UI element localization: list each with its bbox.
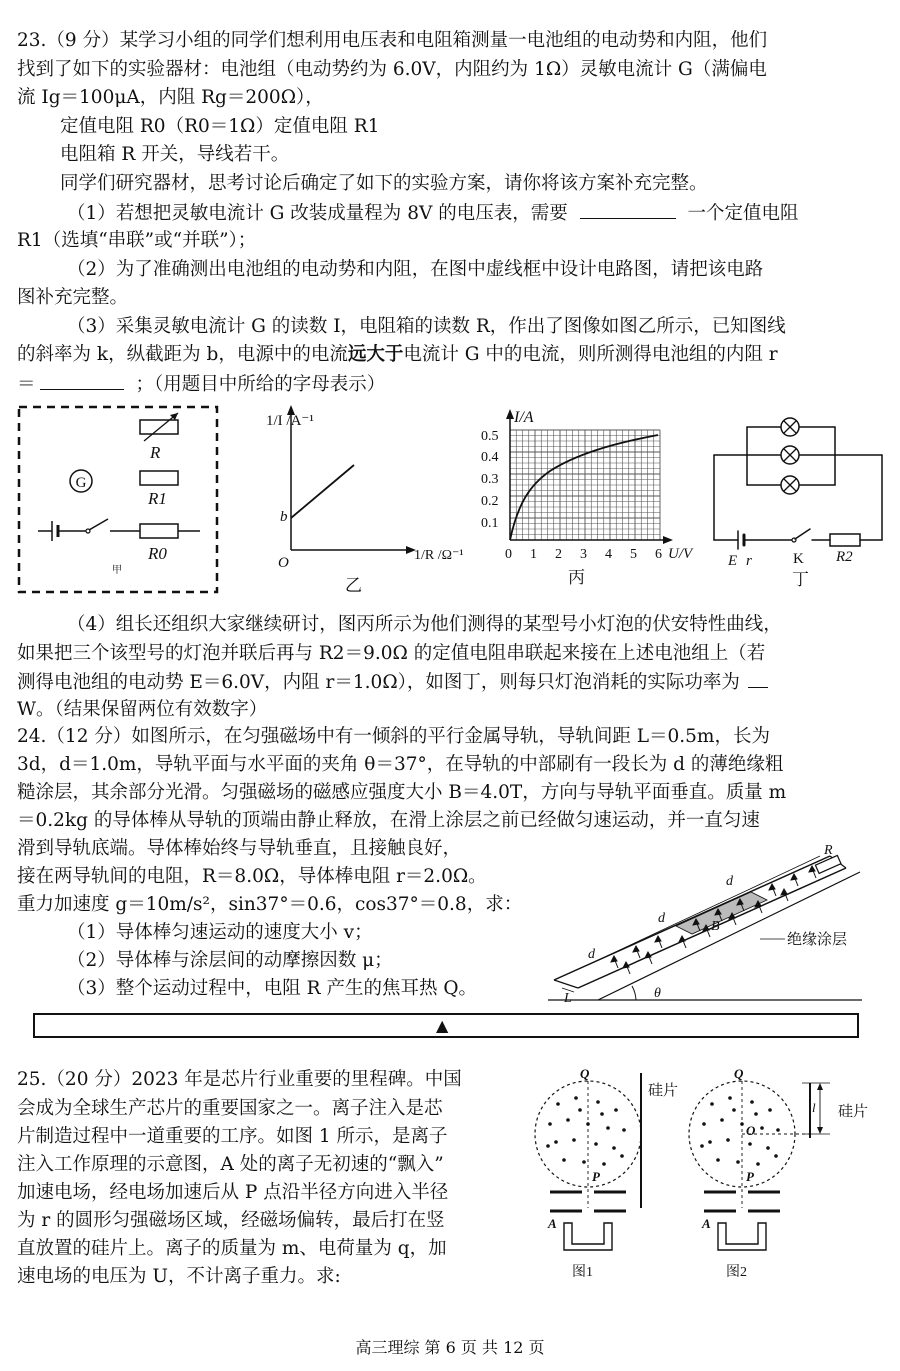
point-a-label: A xyxy=(702,1216,711,1231)
center-o-label: O xyxy=(746,1123,756,1138)
page-footer: 高三理综 第 6 页 共 12 页 xyxy=(355,1338,545,1357)
yi-origin-label: O xyxy=(278,555,289,571)
dimension-d-label: d xyxy=(726,874,733,889)
resistor-r1-label: R1 xyxy=(148,489,167,508)
q23-part1-cont: R1（选填“串联”或“并联”）； xyxy=(17,230,257,251)
q24-line7: 重力加速度 g＝10m/s²，sin37°＝0.6，cos37°＝0.8，求： xyxy=(17,894,523,915)
resistor-r0-label: R0 xyxy=(148,544,167,563)
q25-line2: 会成为全球生产芯片的重要国家之一。离子注入是芯 xyxy=(17,1098,443,1119)
figure-bing xyxy=(481,409,694,587)
distance-l-label: l xyxy=(812,1100,816,1115)
field-b-label: B xyxy=(711,919,720,934)
answer-blank-2[interactable] xyxy=(40,371,124,390)
bing-xtick: 1 xyxy=(530,547,537,562)
figure-yi-caption: 乙 xyxy=(345,576,362,595)
bing-ytick: 0.2 xyxy=(481,494,499,509)
answer-blank-1[interactable] xyxy=(580,200,676,219)
q24-sub2: （2）导体棒与涂层间的动摩擦因数 μ； xyxy=(67,950,393,971)
q25-figures xyxy=(520,1068,880,1293)
insulating-coating xyxy=(676,892,767,934)
q23-line3: 流 Ig＝100μA，内阻 Rg＝200Ω）， xyxy=(17,87,324,108)
q23-figures xyxy=(0,395,900,600)
rheostat-icon xyxy=(140,420,178,434)
q23-part4-text: 测得电池组的电动势 E＝6.0V，内阻 r＝1.0Ω），如图丁，则每只灯泡消耗的实际功率为 xyxy=(17,672,740,693)
q23-line2: 找到了如下的实验器材：电池组（电动势约为 6.0V，内阻约为 1Ω）灵敏电流计 G（满偏电 xyxy=(17,59,767,80)
resistor-r2-label: R2 xyxy=(836,549,853,565)
q23-part4: （4）组长还组织大家继续研讨，图丙所示为他们测得的某型号小灯泡的伏安特性曲线， xyxy=(67,614,782,635)
bing-xtick: 2 xyxy=(555,547,562,562)
q23-line6: 同学们研究器材，思考讨论后确定了如下的实验方案，请你将该方案补充完整。 xyxy=(60,173,708,194)
q23-part4-line2: 如果把三个该型号的灯泡并联后再与 R2＝9.0Ω 的定值电阻串联起来接在上述电池组上（若 xyxy=(17,643,766,664)
q24-line4: ＝0.2kg 的导体棒从导轨的顶端由静止释放，在滑上涂层之前已经做匀速运动，并一直匀速 xyxy=(17,810,760,831)
iv-curve xyxy=(510,435,658,540)
resistor-r-icon xyxy=(815,855,841,873)
point-p-label: P xyxy=(592,1169,600,1184)
point-q-label: Q xyxy=(580,1068,590,1081)
q23-part2-cont: 图补充完整。 xyxy=(17,287,129,308)
q23-part3-text2: 电流计 G 中的电流，则所测得电池组的内阻 r xyxy=(403,344,778,365)
resistor-r0-icon xyxy=(140,524,178,538)
yi-x-axis-label: 1/R /Ω⁻¹ xyxy=(414,548,464,563)
bing-xtick: 4 xyxy=(605,547,612,562)
point-a-label: A xyxy=(548,1216,557,1231)
bing-y-axis-label: I/A xyxy=(514,409,534,426)
bing-xtick: 3 xyxy=(580,547,587,562)
coating-label: 绝缘涂层 xyxy=(787,932,848,948)
q23-line1: 23.（9 分）某学习小组的同学们想利用电压表和电阻箱测量一电池组的电动势和内阻，他们 xyxy=(17,30,768,51)
q24-line1: 24.（12 分）如图所示，在匀强磁场中有一倾斜的平行金属导轨，导轨间距 L＝0.5m，长为 xyxy=(17,726,770,747)
q23-part3-text: 的斜率为 k，纵截距为 b，电源中的电流 xyxy=(17,344,348,365)
lamp-icon xyxy=(781,418,799,436)
bing-ytick: 0.3 xyxy=(481,472,499,487)
wafer-label: 硅片 xyxy=(838,1104,869,1120)
emphasis-text: 远大于 xyxy=(347,344,404,365)
figure-ding xyxy=(714,418,882,589)
figure-1 xyxy=(535,1068,678,1280)
figure-yi xyxy=(266,405,464,595)
switch-label: K xyxy=(793,551,804,567)
rheostat-label: R xyxy=(150,443,161,462)
figure-jia-caption: 甲 xyxy=(112,565,122,576)
bing-x-axis-label: U/V xyxy=(668,546,693,562)
q23-line5: 电阻箱 R 开关，导线若干。 xyxy=(60,144,290,165)
q24-sub1: （1）导体棒匀速运动的速度大小 v； xyxy=(67,922,373,943)
q23-part2: （2）为了准确测出电池组的电动势和内阻，在图中虚线框中设计电路图，请把该电路 xyxy=(67,259,764,280)
ion-source-icon xyxy=(718,1223,766,1250)
q23-part3-line3 xyxy=(17,371,385,398)
q23-line4: 定值电阻 R0（R0＝1Ω）定值电阻 R1 xyxy=(60,116,380,137)
resistor-r2-icon xyxy=(830,534,860,546)
lamp-icon xyxy=(747,446,835,464)
q23-part1-text2: 一个定值电阻 xyxy=(687,203,799,224)
q25-line8: 速电场的电压为 U，不计离子重力。求: xyxy=(17,1266,341,1287)
q24-line3: 糙涂层，其余部分光滑。匀强磁场的磁感应强度大小 B＝4.0T，方向与导轨平面垂直。质量 m xyxy=(17,782,787,803)
figure-2-caption: 图2 xyxy=(726,1265,747,1280)
q23-part1-text: （1）若想把灵敏电流计 G 改装成量程为 8V 的电压表，需要 xyxy=(67,203,568,224)
yi-y-axis-label: 1/I /A⁻¹ xyxy=(266,413,314,429)
lamp-icon xyxy=(781,476,799,494)
bing-ytick: 0.1 xyxy=(481,516,499,531)
q25-line3: 片制造过程中一道重要的工序。如图 1 所示，是离子 xyxy=(17,1126,448,1147)
q25-line4: 注入工作原理的示意图，A 处的离子无初速的“飘入” xyxy=(17,1154,444,1175)
figure-bing-caption: 丙 xyxy=(568,568,585,587)
q24-sub3: （3）整个运动过程中，电阻 R 产生的焦耳热 Q。 xyxy=(67,978,478,999)
bing-xtick: 5 xyxy=(630,547,637,562)
q24-line5: 滑到导轨底端。导体棒始终与导轨垂直，且接触良好， xyxy=(17,838,462,859)
bing-ytick: 0.4 xyxy=(481,450,499,465)
internal-r-label: r xyxy=(746,553,752,569)
q25-line6: 为 r 的圆形匀强磁场区域，经磁场偏转，最后打在竖 xyxy=(17,1210,445,1231)
answer-blank-3[interactable] xyxy=(748,669,768,688)
q23-part3-hint: ；（用题目中所给的字母表示） xyxy=(135,374,386,395)
q25-line5: 加速电场，经电场加速后从 P 点沿半径方向进入半径 xyxy=(17,1182,449,1203)
bing-xtick: 0 xyxy=(505,547,512,562)
emf-label: E xyxy=(728,553,738,569)
figure-ding-caption: 丁 xyxy=(792,570,809,589)
bing-ytick: 0.5 xyxy=(481,429,499,444)
dimension-d-label: d xyxy=(658,911,665,926)
q23-part1 xyxy=(67,200,799,227)
separator-triangle-icon: ▲ xyxy=(436,1016,449,1035)
figure-1-caption: 图1 xyxy=(572,1265,593,1280)
point-p-label: P xyxy=(746,1169,754,1184)
wafer-label: 硅片 xyxy=(648,1083,679,1099)
yi-intercept-label: b xyxy=(280,509,288,525)
q25-line7: 直放置的硅片上。离子的质量为 m、电荷量为 q，加 xyxy=(17,1238,447,1259)
q24-rail-figure xyxy=(540,842,870,1012)
resistor-r1-icon xyxy=(140,471,178,485)
bing-xtick: 6 xyxy=(655,547,662,562)
q23-part4-line3 xyxy=(17,669,768,696)
equals-sign: ＝ xyxy=(17,374,36,395)
q23-part3-line2 xyxy=(17,342,778,368)
angle-theta-label: θ xyxy=(654,986,661,1001)
q23-part3: （3）采集灵敏电流计 G 的读数 I，电阻箱的读数 R，作出了图像如图乙所示，已知图线 xyxy=(67,316,786,337)
linear-graph-line xyxy=(291,465,354,518)
figure-2 xyxy=(689,1068,868,1280)
q24-line2: 3d，d＝1.0m，导轨平面与水平面的夹角 θ＝37°，在导轨的中部刷有一段长为 d 的薄绝缘粗 xyxy=(17,754,784,775)
point-q-label: Q xyxy=(734,1068,744,1081)
q24-line6: 接在两导轨间的电阻，R＝8.0Ω，导体棒电阻 r＝2.0Ω。 xyxy=(17,866,487,887)
dimension-d-label: d xyxy=(588,947,595,962)
q23-part4-line4: W。（结果保留两位有效数字） xyxy=(17,699,268,720)
ion-source-icon xyxy=(564,1223,612,1250)
figure-jia xyxy=(19,407,217,592)
galvanometer-label: G xyxy=(75,475,87,491)
rail-spacing-label: L xyxy=(564,991,572,1006)
q25-line1: 25.（20 分）2023 年是芯片行业重要的里程碑。中国 xyxy=(17,1069,462,1090)
rail-r-label: R xyxy=(824,843,833,858)
